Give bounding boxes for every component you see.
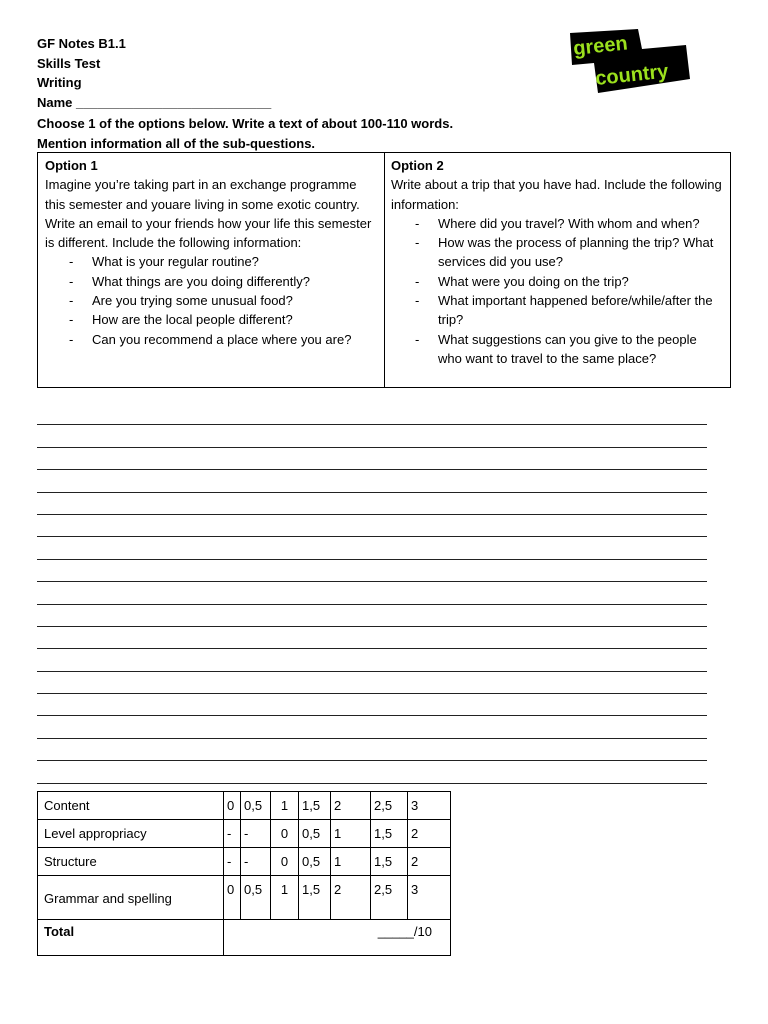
list-item: - What were you doing on the trip?	[391, 272, 724, 291]
total-label: Total	[38, 920, 224, 956]
list-item: - How are the local people different?	[45, 310, 378, 329]
option-1-body: Imagine you’re taking part in an exchange programme this semester and youare living in some exotic country. Write an email to your friends how your life this semester is different. Include the following information:	[45, 177, 372, 251]
score-cell[interactable]: 2	[408, 848, 451, 876]
score-cell[interactable]: 0	[271, 820, 299, 848]
score-cell[interactable]: 2	[408, 820, 451, 848]
score-cell[interactable]: 3	[408, 876, 451, 920]
score-cell[interactable]: 1	[271, 876, 299, 920]
logo-word-green: green	[572, 32, 629, 60]
total-score[interactable]: _____/10	[224, 920, 451, 956]
test-label: Skills Test	[37, 55, 101, 71]
score-cell[interactable]: 2,5	[371, 876, 408, 920]
instruction-line-2: Mention information all of the sub-questions.	[37, 135, 316, 151]
writing-line[interactable]	[37, 739, 707, 761]
writing-line[interactable]	[37, 403, 707, 425]
score-cell[interactable]: 0,5	[299, 848, 331, 876]
score-cell[interactable]: 1,5	[371, 848, 408, 876]
instruction-line-1: Choose 1 of the options below. Write a text of about 100-110 words.	[37, 116, 454, 131]
rubric-category: Structure	[38, 848, 224, 876]
score-cell[interactable]: 1,5	[299, 792, 331, 820]
table-row	[38, 792, 451, 820]
list-item: - What is your regular routine?	[45, 252, 378, 271]
writing-line[interactable]	[37, 425, 707, 447]
score-cell[interactable]: 1,5	[299, 876, 331, 920]
list-item: - Can you recommend a place where you are?	[45, 330, 378, 349]
table-row	[38, 848, 451, 876]
score-cell[interactable]: 0,5	[241, 792, 271, 820]
rubric-category: Grammar and spelling	[38, 876, 224, 920]
score-cell[interactable]: 0	[271, 848, 299, 876]
writing-line[interactable]	[37, 493, 707, 515]
writing-line[interactable]	[37, 470, 707, 492]
writing-line[interactable]	[37, 761, 707, 783]
score-cell[interactable]: 0,5	[299, 820, 331, 848]
score-cell[interactable]: 1,5	[371, 820, 408, 848]
list-item: - What things are you doing differently?	[45, 272, 378, 291]
list-item: - Are you trying some unusual food?	[45, 291, 378, 310]
writing-line[interactable]	[37, 560, 707, 582]
score-cell[interactable]: 2	[331, 876, 371, 920]
score-cell[interactable]: -	[241, 820, 271, 848]
score-cell[interactable]: 2	[331, 792, 371, 820]
name-field[interactable]: Name ___________________________	[37, 94, 272, 110]
options-table	[37, 152, 731, 388]
writing-line[interactable]	[37, 694, 707, 716]
writing-line[interactable]	[37, 448, 707, 470]
option-2-cell[interactable]	[385, 153, 730, 387]
list-item: - How was the process of planning the trip? What services did you use?	[391, 233, 724, 272]
option-2-body: Write about a trip that you have had. Include the following information:	[391, 177, 722, 212]
table-row	[38, 876, 451, 920]
course-label: GF Notes B1.1	[37, 36, 126, 51]
writing-line[interactable]	[37, 582, 707, 604]
writing-line[interactable]	[37, 649, 707, 671]
writing-line[interactable]	[37, 716, 707, 738]
option-2-list	[391, 214, 724, 368]
score-cell[interactable]: -	[241, 848, 271, 876]
writing-area[interactable]	[37, 403, 707, 784]
rubric-table	[37, 791, 451, 956]
score-cell[interactable]: 1	[331, 820, 371, 848]
logo-word-country: country	[594, 60, 670, 90]
option-1-title: Option 1	[45, 158, 98, 173]
option-1-list	[45, 252, 378, 348]
instructions	[37, 114, 453, 153]
writing-line[interactable]	[37, 537, 707, 559]
score-cell[interactable]: -	[224, 820, 241, 848]
table-row	[38, 920, 451, 956]
score-cell[interactable]: 1	[271, 792, 299, 820]
writing-line[interactable]	[37, 605, 707, 627]
writing-line[interactable]	[37, 627, 707, 649]
green-country-logo	[568, 27, 692, 97]
writing-line[interactable]	[37, 672, 707, 694]
list-item: - What important happened before/while/after the trip?	[391, 291, 724, 330]
score-cell[interactable]: 1	[331, 848, 371, 876]
writing-line[interactable]	[37, 515, 707, 537]
list-item: - What suggestions can you give to the people who want to travel to the same place?	[391, 330, 724, 369]
score-cell[interactable]: 3	[408, 792, 451, 820]
score-cell[interactable]: 2,5	[371, 792, 408, 820]
document-header	[37, 34, 271, 112]
rubric-category: Level appropriacy	[38, 820, 224, 848]
table-row	[38, 820, 451, 848]
score-cell[interactable]: -	[224, 848, 241, 876]
section-label: Writing	[37, 75, 82, 90]
score-cell[interactable]: 0	[224, 792, 241, 820]
score-cell[interactable]: 0,5	[241, 876, 271, 920]
score-cell[interactable]: 0	[224, 876, 241, 920]
list-item: - Where did you travel? With whom and when?	[391, 214, 724, 233]
option-2-title: Option 2	[391, 158, 444, 173]
option-1-cell[interactable]	[38, 153, 385, 387]
rubric-category: Content	[38, 792, 224, 820]
